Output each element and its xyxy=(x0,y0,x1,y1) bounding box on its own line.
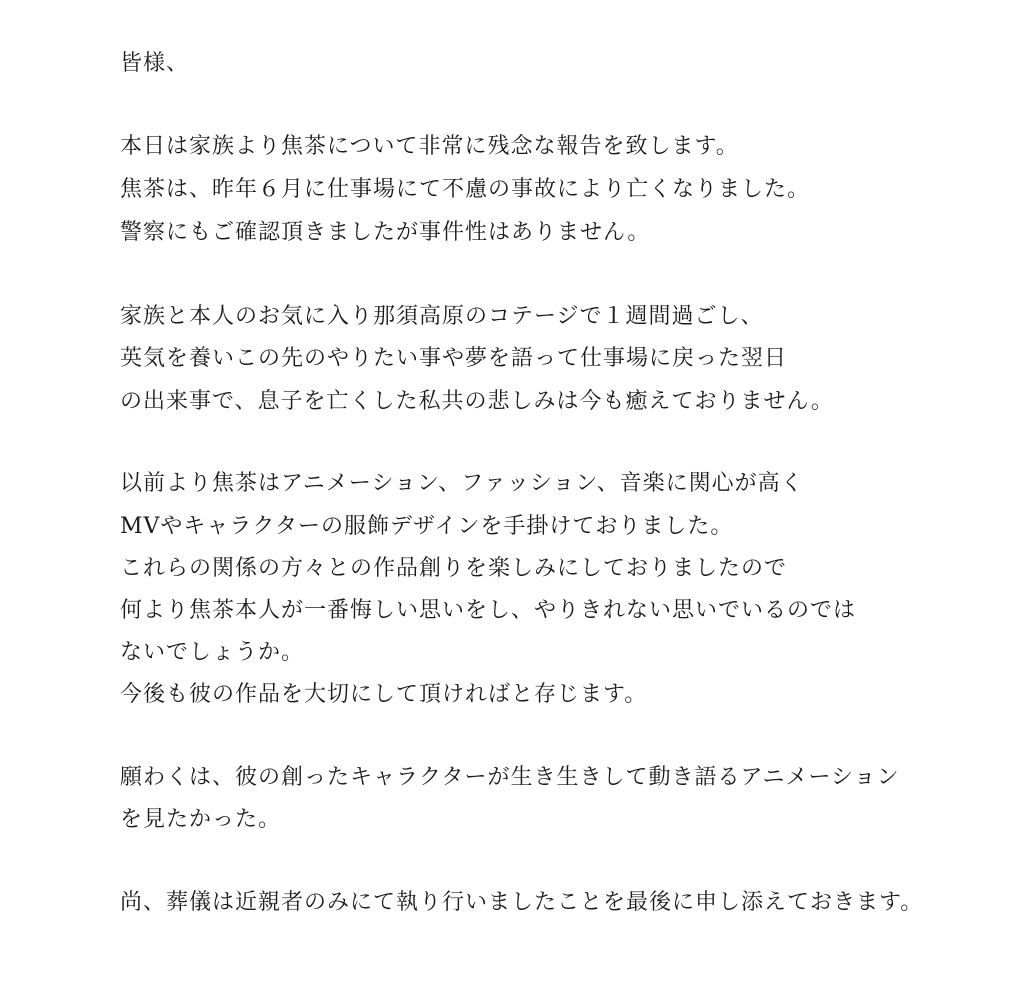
paragraph-2-line-1: 家族と本人のお気に入り那須高原のコテージで１週間過ごし、 xyxy=(120,304,764,329)
paragraph-2-line-2: 英気を養いこの先のやりたい事や夢を語って仕事場に戻った翌日 xyxy=(120,346,788,371)
paragraph-4-line-2: を見たかった。 xyxy=(120,807,282,832)
paragraph-1-line-3: 警察にもご確認頂きましたが事件性はありません。 xyxy=(120,220,651,245)
paragraph-3-line-2: MVやキャラクターの服飾デザインを手掛けておりました。 xyxy=(120,514,734,539)
paragraph-3-line-6: 今後も彼の作品を大切にして頂ければと存じます。 xyxy=(120,682,648,707)
paragraph-5-line-1: 尚、葬儀は近親者のみにて執り行いましたことを最後に申し添えておきます。 xyxy=(120,890,924,915)
paragraph-3-line-1: 以前より焦茶はアニメーション、ファッション、音楽に関心が高く xyxy=(120,471,804,496)
paragraph-3-line-3: これらの関係の方々との作品創りを楽しみにしておりましたので xyxy=(120,556,788,581)
paragraph-2-line-3: の出来事で、息子を亡くした私共の悲しみは今も癒えておりません。 xyxy=(120,389,834,414)
paragraph-3-line-5: ないでしょうか。 xyxy=(120,640,305,665)
paragraph-3-line-4: 何より焦茶本人が一番悔しい思いをし、やりきれない思いでいるのでは xyxy=(120,598,857,623)
salutation: 皆様、 xyxy=(120,51,190,76)
paragraph-1-line-2: 焦茶は、昨年６月に仕事場にて不慮の事故により亡くなりました。 xyxy=(120,177,811,202)
paragraph-1-line-1: 本日は家族より焦茶について非常に残念な報告を致します。 xyxy=(120,134,739,159)
paragraph-4-line-1: 願わくは、彼の創ったキャラクターが生き生きして動き語るアニメーション xyxy=(120,765,900,790)
